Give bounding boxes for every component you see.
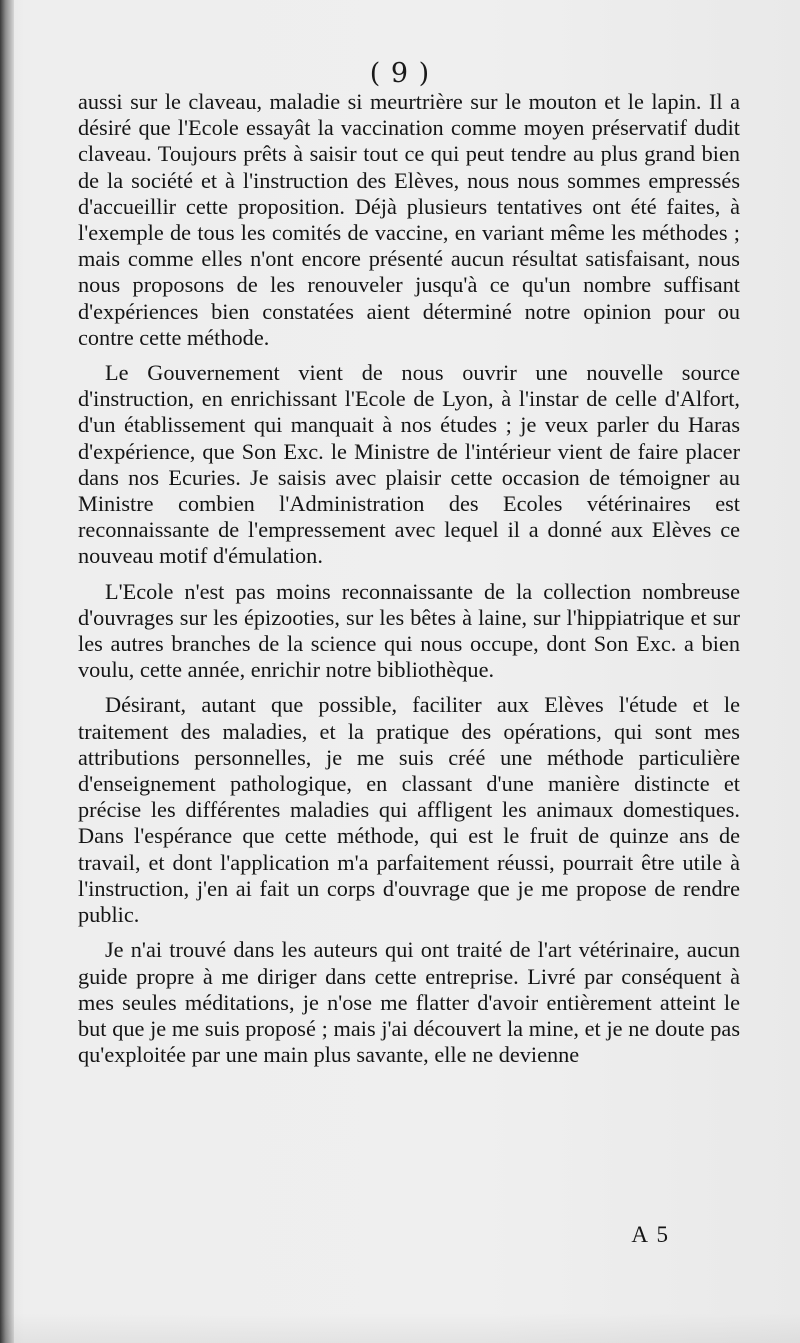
page-number: ( 9 ) [369,58,431,89]
page-shadow [0,1313,800,1343]
binding-shadow [0,0,14,1343]
paragraph-5: Je n'ai trouvé dans les auteurs qui ont traité de l'art vétérinaire, aucun guide propre à me diriger dans cette entreprise. Livré par conséquent à mes seules méditations, je n'ose me flatter d'avoir entièrement atteint le but que je me suis proposé ; mais j'ai découvert la mine, et je ne doute pas qu'exploitée par une main plus savante, elle ne devienne [78,937,740,1068]
body-text [78,89,740,1068]
paragraph-3: L'Ecole n'est pas moins reconnaissante de la collection nombreuse d'ouvrages sur les épizooties, sur les bêtes à laine, sur l'hippiatrique et sur les autres branches de la science qui nous occupe, dont Son Exc. a bien voulu, cette année, enrichir notre bibliothèque. [78,578,740,683]
signature-mark: A 5 [631,1222,670,1247]
paragraph-1: aussi sur le claveau, maladie si meurtrière sur le mouton et le lapin. Il a désiré que l'Ecole essayât la vaccination comme moyen préservatif dudit claveau. Toujours prêts à saisir tout ce qui peut tendre au plus grand bien de la société et à l'instruction des Elèves, nous nous sommes empressés d'accueillir cette proposition. Déjà plusieurs tentatives ont été faites, à l'exemple de tous les comités de vaccine, en variant même les méthodes ; mais comme elles n'ont encore présenté aucun résultat satisfaisant, nous nous proposons de les renouveler jusqu'à ce qu'un nombre suffisant d'expériences bien constatées aient déterminé notre opinion pour ou contre cette méthode. [78,89,740,350]
paragraph-2: Le Gouvernement vient de nous ouvrir une nouvelle source d'instruction, en enrichissant l'Ecole de Lyon, à l'instar de celle d'Alfort, d'un établissement qui manquait à nos études ; je veux parler du Haras d'expérience, que Son Exc. le Ministre de l'intérieur vient de faire placer dans nos Ecuries. Je saisis avec plaisir cette occasion de témoigner au Ministre combien l'Administration des Ecoles vétérinaires est reconnaissante de l'empressement avec lequel il a donné aux Elèves ce nouveau motif d'émulation. [78,360,740,569]
paragraph-4: Désirant, autant que possible, faciliter aux Elèves l'étude et le traitement des maladies, et la pratique des opérations, qui sont mes attributions personnelles, je me suis créé une méthode particulière d'enseignement pathologique, en classant d'une manière distincte et précise les différentes maladies qui affligent les animaux domestiques. Dans l'espérance que cette méthode, qui est le fruit de quinze ans de travail, et dont l'application m'a parfaitement réussi, pourrait être utile à l'instruction, j'en ai fait un corps d'ouvrage que je me propose de rendre public. [78,692,740,928]
